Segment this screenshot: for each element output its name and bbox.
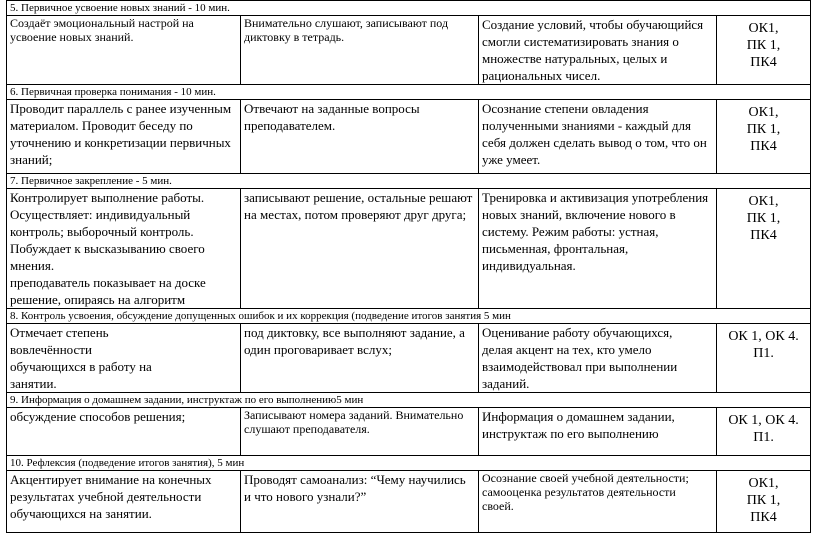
text-line: Осуществляет: индивидуальный bbox=[10, 207, 191, 222]
section-content-row bbox=[7, 189, 811, 309]
text-line: ПК 1, bbox=[746, 211, 781, 226]
section-header: 9. Информация о домашнем задании, инструктаж по его выполнению5 мин bbox=[7, 393, 811, 408]
section-header-row bbox=[7, 456, 811, 471]
student-activity-cell bbox=[241, 324, 479, 393]
text-line: уточнению и конкретизации первичных bbox=[10, 135, 231, 150]
text-line: заданий. bbox=[482, 376, 530, 391]
text-line: ОК1, bbox=[748, 21, 779, 36]
section-content-row bbox=[7, 471, 811, 533]
text-line: результатах учебной деятельности bbox=[10, 489, 202, 504]
text-line: Проводит параллель с ранее изученным bbox=[10, 101, 232, 116]
section-content-row bbox=[7, 324, 811, 393]
text-line: обучающихся на занятии. bbox=[10, 506, 152, 521]
goal-cell bbox=[479, 324, 717, 393]
text-line: самооценка результатов деятельности bbox=[482, 485, 676, 499]
text-line: и что нового узнали?” bbox=[244, 489, 367, 504]
section-content-row bbox=[7, 100, 811, 174]
text-line: контроль; выборочный контроль. bbox=[10, 224, 194, 239]
text-line: усвоение новых знаний. bbox=[10, 30, 134, 44]
text-line: полученными знаниями - каждый для bbox=[482, 118, 691, 133]
text-line: взаимодействовал при выполнении bbox=[482, 359, 678, 374]
section-content-row bbox=[7, 408, 811, 456]
text-line: П1. bbox=[753, 430, 774, 445]
text-line: ПК 1, bbox=[746, 493, 781, 508]
text-line: решение, опираясь на алгоритм bbox=[10, 292, 186, 307]
teacher-activity-cell bbox=[7, 100, 241, 174]
section-header: 7. Первичное закрепление - 5 мин. bbox=[7, 174, 811, 189]
teacher-activity-cell bbox=[7, 471, 241, 533]
goal-cell bbox=[479, 189, 717, 309]
text-line: диктовку в тетрадь. bbox=[244, 30, 345, 44]
text-line: ОК1, bbox=[748, 194, 779, 209]
text-line: систему. Режим работы: устная, bbox=[482, 224, 659, 239]
text-line: Проводят самоанализ: “Чему научились bbox=[244, 472, 466, 487]
text-line: ПК 1, bbox=[746, 38, 781, 53]
section-header-row bbox=[7, 174, 811, 189]
student-activity-cell bbox=[241, 408, 479, 456]
text-line: себя должен сделать вывод о том, что он bbox=[482, 135, 707, 150]
student-activity-cell bbox=[241, 100, 479, 174]
text-line: вовлечённости bbox=[10, 342, 92, 357]
text-line: Записывают номера заданий. Внимательно bbox=[244, 408, 464, 422]
text-line: письменная, фронтальная, bbox=[482, 241, 629, 256]
text-line: Внимательно слушают, записывают под bbox=[244, 16, 449, 30]
section-header: 6. Первичная проверка понимания - 10 мин. bbox=[7, 85, 811, 100]
text-line: уже умеет. bbox=[482, 152, 541, 167]
text-line: Создание условий, чтобы обучающийся bbox=[482, 17, 704, 32]
text-line: инструктаж по его выполнению bbox=[482, 426, 659, 441]
goal-cell bbox=[479, 100, 717, 174]
text-line: П1. bbox=[753, 346, 774, 361]
text-line: ПК 1, bbox=[746, 122, 781, 137]
section-content-row bbox=[7, 16, 811, 85]
text-line: своей. bbox=[482, 499, 514, 513]
text-line: знаний; bbox=[10, 152, 53, 167]
text-line: занятии. bbox=[10, 376, 57, 391]
section-header: 10. Рефлексия (подведение итогов занятия), 5 мин bbox=[7, 456, 811, 471]
section-header: 8. Контроль усвоения, обсуждение допущенных ошибок и их коррекция (подведение итогов занятия 5 мин bbox=[7, 309, 811, 324]
text-line: Оценивание работу обучающихся, bbox=[482, 325, 673, 340]
section-header-row bbox=[7, 309, 811, 324]
text-line: ПК4 bbox=[750, 55, 777, 70]
text-line: один проговаривает вслух; bbox=[244, 342, 392, 357]
text-line: ПК4 bbox=[750, 510, 777, 525]
text-line: Контролирует выполнение работы. bbox=[10, 190, 205, 205]
text-line: индивидуальная. bbox=[482, 258, 576, 273]
section-header-row bbox=[7, 85, 811, 100]
competency-codes-cell bbox=[717, 408, 811, 456]
goal-cell bbox=[479, 408, 717, 456]
competency-codes-cell bbox=[717, 471, 811, 533]
text-line: рациональных чисел. bbox=[482, 68, 601, 83]
teacher-activity-cell bbox=[7, 324, 241, 393]
text-line: обучающихся в работу на bbox=[10, 359, 152, 374]
text-line: преподавателем. bbox=[244, 118, 336, 133]
text-line: под диктовку, все выполняют задание, а bbox=[244, 325, 465, 340]
text-line: Создаёт эмоциональный настрой на bbox=[10, 16, 194, 30]
teacher-activity-cell bbox=[7, 16, 241, 85]
goal-cell bbox=[479, 16, 717, 85]
text-line: ОК 1, ОК 4. bbox=[728, 413, 799, 428]
text-line: ОК1, bbox=[748, 105, 779, 120]
teacher-activity-cell bbox=[7, 189, 241, 309]
lesson-plan-table bbox=[6, 0, 811, 533]
text-line: Осознание степени овладения bbox=[482, 101, 649, 116]
text-line: преподаватель показывает на доске bbox=[10, 275, 206, 290]
goal-cell bbox=[479, 471, 717, 533]
text-line: материалом. Проводит беседу по bbox=[10, 118, 193, 133]
text-line: мнения. bbox=[10, 258, 55, 273]
competency-codes-cell bbox=[717, 100, 811, 174]
student-activity-cell bbox=[241, 471, 479, 533]
section-header-row bbox=[7, 393, 811, 408]
text-line: ОК1, bbox=[748, 476, 779, 491]
text-line: обсуждение способов решения; bbox=[10, 409, 186, 424]
student-activity-cell bbox=[241, 16, 479, 85]
teacher-activity-cell bbox=[7, 408, 241, 456]
text-line: Информация о домашнем задании, bbox=[482, 409, 675, 424]
text-line: на местах, потом проверяют друг друга; bbox=[244, 207, 467, 222]
text-line: ПК4 bbox=[750, 228, 777, 243]
section-header-row bbox=[7, 1, 811, 16]
competency-codes-cell bbox=[717, 189, 811, 309]
section-header: 5. Первичное усвоение новых знаний - 10 мин. bbox=[7, 1, 811, 16]
text-line: смогли систематизировать знания о bbox=[482, 34, 679, 49]
text-line: записывают решение, остальные решают bbox=[244, 190, 473, 205]
text-line: Акцентирует внимание на конечных bbox=[10, 472, 212, 487]
student-activity-cell bbox=[241, 189, 479, 309]
text-line: Побуждает к высказыванию своего bbox=[10, 241, 205, 256]
text-line: множестве натуральных, целых и bbox=[482, 51, 668, 66]
text-line: слушают преподавателя. bbox=[244, 422, 370, 436]
text-line: ПК4 bbox=[750, 139, 777, 154]
text-line: новых знаний, включение нового в bbox=[482, 207, 676, 222]
text-line: Отмечает степень bbox=[10, 325, 109, 340]
competency-codes-cell bbox=[717, 324, 811, 393]
text-line: Отвечают на заданные вопросы bbox=[244, 101, 420, 116]
text-line: ОК 1, ОК 4. bbox=[728, 329, 799, 344]
text-line: делая акцент на тех, кто умело bbox=[482, 342, 652, 357]
text-line: Осознание своей учебной деятельности; bbox=[482, 471, 689, 485]
text-line: Тренировка и активизация употребления bbox=[482, 190, 709, 205]
competency-codes-cell bbox=[717, 16, 811, 85]
